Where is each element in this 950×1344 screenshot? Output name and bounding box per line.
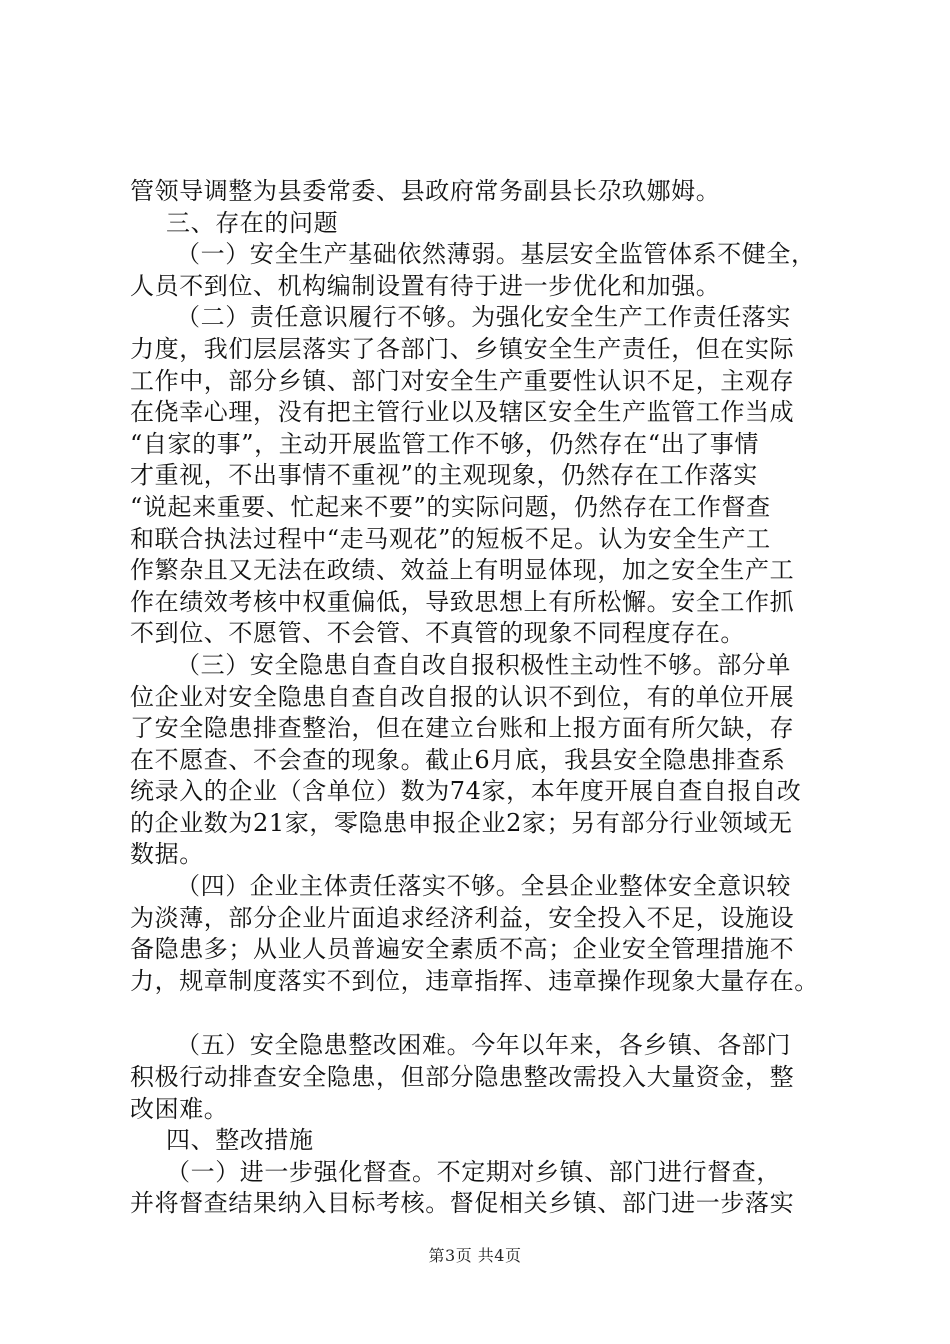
body-line: 改困难。 [130, 1094, 229, 1123]
body-line: 力，规章制度落实不到位，违章指挥、违章操作现象大量存在。 [130, 966, 819, 995]
body-line: “说起来重要、忙起来不要”的实际问题，仍然存在工作督查 [130, 492, 771, 521]
paragraph-start-line: （四）企业主体责任落实不够。全县企业整体安全意识较 [176, 872, 791, 901]
paragraph-start-line: （一）安全生产基础依然薄弱。基层安全监管体系不健全， [176, 240, 816, 269]
body-line: 作繁杂且又无法在政绩、效益上有明显体现，加之安全生产工 [130, 556, 795, 585]
body-line: 统录入的企业（含单位）数为74家，本年度开展自查自报自改 [130, 777, 802, 806]
body-line: 作在绩效考核中权重偏低，导致思想上有所松懈。安全工作抓 [130, 587, 795, 616]
paragraph-start-line: （二）责任意识履行不够。为强化安全生产工作责任落实 [176, 303, 791, 332]
body-line: 位企业对安全隐患自查自改自报的认识不到位，有的单位开展 [130, 682, 795, 711]
body-line: 不到位、不愿管、不会管、不真管的现象不同程度存在。 [130, 619, 745, 648]
body-line: 和联合执法过程中“走马观花”的短板不足。认为安全生产工 [130, 524, 771, 553]
body-line: 备隐患多；从业人员普遍安全素质不高；企业安全管理措施不 [130, 935, 795, 964]
section-heading: 三、存在的问题 [166, 208, 339, 237]
body-line: 工作中，部分乡镇、部门对安全生产重要性认识不足，主观存 [130, 366, 795, 395]
body-line: 为淡薄，部分企业片面追求经济利益，安全投入不足，设施设 [130, 903, 795, 932]
body-line: 在侥幸心理，没有把主管行业以及辖区安全生产监管工作当成 [130, 398, 795, 427]
body-line: 力度，我们层层落实了各部门、乡镇安全生产责任，但在实际 [130, 334, 795, 363]
body-line: 管领导调整为县委常委、县政府常务副县长尕玖娜姆。 [130, 177, 721, 205]
document-body [130, 176, 830, 1220]
body-line: 数据。 [130, 840, 204, 869]
body-line: 了安全隐患排查整治，但在建立台账和上报方面有所欠缺，存 [130, 714, 795, 743]
body-line: 人员不到位、机构编制设置有待于进一步优化和加强。 [130, 271, 721, 300]
body-line: 积极行动排查安全隐患，但部分隐患整改需投入大量资金，整 [130, 1063, 795, 1092]
body-line: 的企业数为21家，零隐患申报企业2家；另有部分行业领域无 [130, 808, 793, 837]
paragraph-start-line: （五）安全隐患整改困难。今年以年来，各乡镇、各部门 [176, 1031, 791, 1060]
body-line: 才重视，不出事情不重视”的主观现象，仍然存在工作落实 [130, 461, 758, 490]
body-line: 并将督查结果纳入目标考核。督促相关乡镇、部门进一步落实 [130, 1189, 795, 1218]
paragraph-gap [130, 997, 830, 1030]
body-line: “自家的事”，主动开展监管工作不够，仍然存在“出了事情 [130, 429, 760, 458]
body-line: 在不愿查、不会查的现象。截止6月底，我县安全隐患排查系 [130, 745, 786, 774]
paragraph-start-line: （三）安全隐患自查自改自报积极性主动性不够。部分单 [176, 650, 791, 679]
page-number-footer: 第3页 共4页 [428, 1246, 522, 1265]
section-heading: 四、整改措施 [166, 1126, 314, 1155]
paragraph-start-line: （一）进一步强化督查。不定期对乡镇、部门进行督查， [166, 1157, 781, 1186]
